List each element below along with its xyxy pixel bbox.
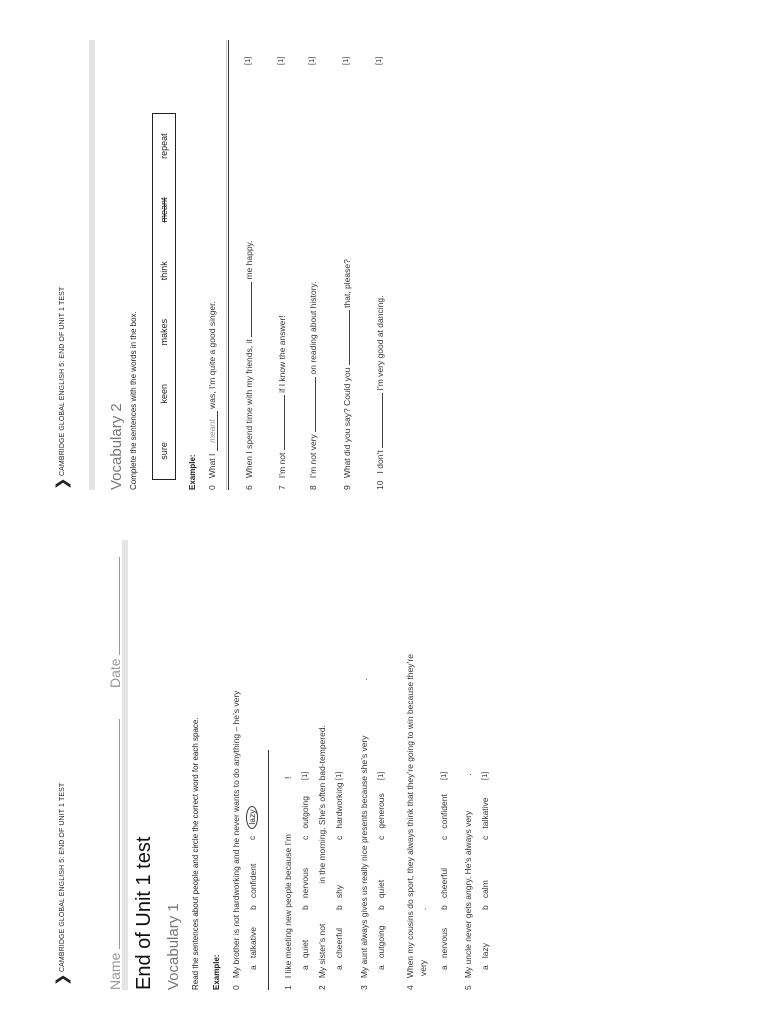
question-6-mark: [1]: [243, 56, 252, 65]
question-5-mark: [1]: [480, 771, 489, 780]
question-9-mark: [1]: [341, 56, 350, 65]
question-4-line-2: very.: [418, 907, 428, 976]
example-sentence: 0 My brother is not hardworking and he never wants to do anything – he’s very: [231, 690, 241, 990]
answer-blank[interactable]: [276, 395, 285, 450]
word-box-word: sure: [159, 442, 169, 460]
question-2-option-b[interactable]: b shy: [334, 884, 344, 910]
question-9: 9 What did you say? Could you that, please?: [342, 259, 352, 490]
instructions: Complete the sentences with the words in the box.: [129, 311, 138, 490]
question-4-option-b[interactable]: b cheerful: [439, 867, 449, 910]
example-divider-dark: [228, 40, 229, 490]
question-1-option-c[interactable]: c outgoing: [300, 796, 310, 840]
answer-blank[interactable]: [374, 393, 383, 448]
question-1-mark: [1]: [300, 771, 309, 780]
question-3-mark: [1]: [376, 771, 385, 780]
question-4-option-a[interactable]: a nervous: [439, 927, 449, 970]
question-4-option-c[interactable]: c confident: [439, 794, 449, 840]
question-10-mark: [1]: [374, 56, 383, 65]
question-10: 10 I don’t I’m very good at dancing.: [375, 295, 385, 490]
question-8-mark: [1]: [307, 56, 316, 65]
answer-blank[interactable]: [307, 377, 316, 432]
example-divider: [268, 750, 269, 990]
example-option-c: c lazy: [246, 806, 258, 840]
name-field[interactable]: Name: [107, 719, 123, 990]
instructions: Read the sentences about people and circle the correct word for each space.: [191, 717, 200, 990]
question-3-option-c[interactable]: c generous: [376, 793, 386, 840]
question-6: 6 When I spend time with my friends, it me happy.: [244, 240, 254, 490]
page-header: CAMBRIDGE GLOBAL ENGLISH 5: END OF UNIT 1 TEST: [59, 782, 66, 972]
question-3: 3 My aunt always gives us really nice presents because she’s very.: [359, 678, 369, 990]
question-1: 1 I like meeting new people because I’m!: [283, 776, 293, 990]
chevron-right-icon[interactable]: ❯: [53, 477, 71, 490]
circled-answer: lazy: [246, 806, 258, 829]
page-right: [53, 40, 768, 490]
question-1-option-a[interactable]: a quiet: [300, 939, 310, 970]
section-heading: Vocabulary 1: [165, 903, 182, 990]
section-heading: Vocabulary 2: [108, 403, 125, 490]
page-header: CAMBRIDGE GLOBAL ENGLISH 5: END OF UNIT 1 TEST: [59, 286, 66, 476]
example-option-b: b confident: [248, 863, 258, 910]
question-2-option-a[interactable]: a cheerful: [334, 927, 344, 970]
page-left: [55, 540, 555, 990]
example-option-a: a talkative: [248, 926, 258, 970]
word-box: [152, 113, 176, 480]
example-sentence: 0 What I meant was, I’m quite a good singer.: [207, 301, 217, 490]
question-1-option-b[interactable]: b nervous: [300, 867, 310, 910]
question-3-option-b[interactable]: b quiet: [376, 879, 386, 910]
question-8: 8 I’m not very on reading about history.: [308, 281, 318, 490]
question-3-option-a[interactable]: a outgoing: [376, 925, 386, 970]
question-7: 7 I’m not if I know the answer!: [277, 315, 287, 490]
question-5-option-c[interactable]: c talkative: [480, 797, 490, 840]
date-field[interactable]: Date: [107, 557, 123, 688]
question-4-mark: [1]: [439, 771, 448, 780]
example-divider: [226, 40, 227, 490]
header-bar: [89, 40, 95, 490]
question-2-option-c[interactable]: c hardworking: [334, 782, 344, 840]
answer-blank[interactable]: [243, 282, 252, 337]
question-4: 4 When my cousins do sport, they always think that they’re going to win because they’re: [405, 654, 415, 990]
example-answer: meant: [207, 411, 218, 451]
question-5-option-a[interactable]: a lazy: [480, 943, 490, 970]
question-5: 5 My uncle never gets angry. He’s always very.: [463, 773, 473, 990]
word-box-word: repeat: [159, 133, 169, 159]
example-label: Example:: [212, 954, 221, 990]
chevron-right-icon[interactable]: ❯: [53, 973, 71, 986]
question-2: 2 My sister’s notin the morning. She’s often bad-tempered.: [317, 725, 327, 990]
answer-blank[interactable]: [341, 310, 350, 365]
question-2-mark: [1]: [334, 771, 343, 780]
word-box-word-used: meant: [159, 197, 169, 223]
question-7-mark: [1]: [276, 56, 285, 65]
question-5-option-b[interactable]: b calm: [480, 880, 490, 910]
word-box-word: think: [159, 261, 169, 281]
page-title: End of Unit 1 test: [133, 836, 155, 990]
word-box-word: keen: [159, 384, 169, 404]
word-box-word: makes: [159, 318, 169, 346]
example-label: Example:: [188, 454, 197, 490]
